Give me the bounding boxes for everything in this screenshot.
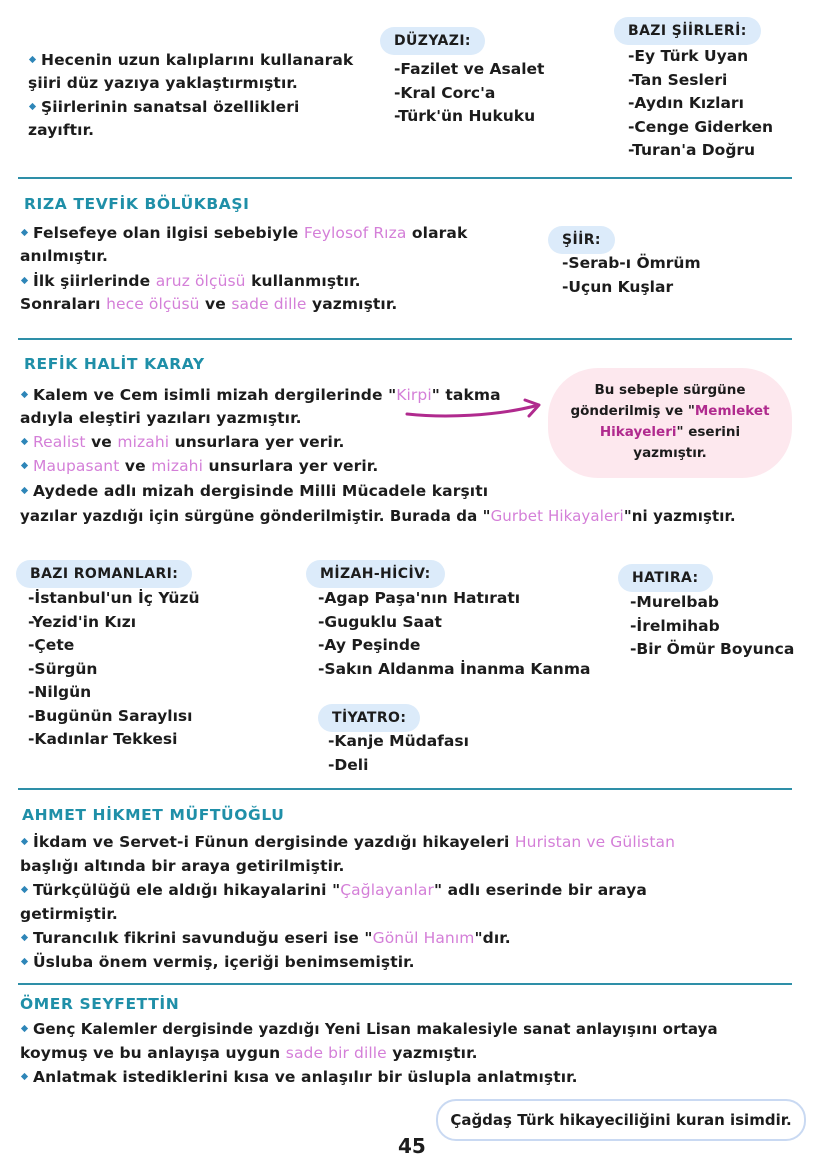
bullet-line: Maupasant ve mizahi unsurlara yer verir. <box>20 456 378 476</box>
section-divider <box>18 177 792 179</box>
list-item: -Ey Türk Uyan <box>628 47 749 65</box>
text-line: koymuş ve bu anlayışa uygun sade bir dille yazmıştır. <box>20 1044 478 1062</box>
bullet-icon <box>20 837 29 846</box>
list-item: -İrelmihab <box>630 616 720 635</box>
bullet-line: Üsluba önem vermiş, içeriği benimsemiştir. <box>20 952 415 972</box>
bullet-icon <box>20 1072 29 1081</box>
text-line: başlığı altında bir araya getirilmiştir. <box>20 857 345 875</box>
arrow-icon <box>405 398 545 422</box>
bullet-line: Genç Kalemler dergisinde yazdığı Yeni Lisan makalesiyle sanat anlayışını ortaya <box>20 1019 718 1039</box>
bullet-line: Kalem ve Cem isimli mizah dergilerinde "Kirpi" takma <box>20 385 501 405</box>
list-item: -Kral Corc'a <box>394 83 496 102</box>
tiyatro-list <box>328 730 469 777</box>
list-item: -Sürgün <box>28 659 98 678</box>
romanlari-title: BAZI ROMANLARI: <box>16 560 192 588</box>
mizah-list <box>318 587 590 681</box>
text-line: zayıftır. <box>28 121 95 139</box>
list-item: -Cenge Giderken <box>628 117 774 136</box>
siirleri-title: BAZI ŞİİRLERİ: <box>614 17 761 45</box>
section-divider <box>18 788 792 790</box>
list-item: -Agap Paşa'nın Hatıratı <box>318 589 521 607</box>
bullet-icon <box>20 486 29 495</box>
bullet-icon <box>20 276 29 285</box>
text-line: adıyla eleştiri yazıları yazmıştır. <box>20 409 302 427</box>
list-item: -Sakın Aldanma İnanma Kanma <box>318 659 591 678</box>
mizah-title: MİZAH-HİCİV: <box>306 560 445 588</box>
section-heading: AHMET HİKMET MÜFTÜOĞLU <box>22 806 285 824</box>
section-divider <box>18 983 792 985</box>
bullet-line: Realist ve mizahi unsurlara yer verir. <box>20 432 344 452</box>
callout-note: Bu sebeple sürgüne gönderilmiş ve "Memleket Hikayeleri" eserini yazmıştır. <box>548 368 792 478</box>
list-item: -Tan Sesleri <box>628 70 728 89</box>
list-item: -Bugünün Saraylısı <box>28 706 193 725</box>
list-item: -Guguklu Saat <box>318 612 442 631</box>
list-item: -Kadınlar Tekkesi <box>28 730 178 748</box>
page-number: 45 <box>398 1134 426 1158</box>
bullet-icon <box>20 933 29 942</box>
text-line: getirmiştir. <box>20 905 118 923</box>
list-item: -Deli <box>328 755 369 774</box>
bullet-line: Turancılık fikrini savunduğu eseri ise "Gönül Hanım"dır. <box>20 928 511 948</box>
bullet-icon <box>20 885 29 894</box>
bullet-icon <box>20 390 29 399</box>
hatira-list <box>630 591 794 662</box>
bullet-line: Felsefeye olan ilgisi sebebiyle Feylosof Rıza olarak <box>20 223 467 243</box>
text-line: anılmıştır. <box>20 247 108 265</box>
bullet-line: Türkçülüğü ele aldığı hikayalarini "Çağlayanlar" adlı eserinde bir araya <box>20 880 647 900</box>
bullet-icon <box>20 957 29 966</box>
romanlari-list <box>28 587 200 752</box>
bullet-line: İlk şiirlerinde aruz ölçüsü kullanmıştır. <box>20 271 361 291</box>
bullet-line: Anlatmak istediklerini kısa ve anlaşılır bir üslupla anlatmıştır. <box>20 1067 578 1087</box>
list-item: -Fazilet ve Asalet <box>394 60 545 78</box>
siir-list <box>562 252 701 299</box>
section-divider <box>18 338 792 340</box>
siirleri-list <box>628 45 773 163</box>
list-item: -İstanbul'un İç Yüzü <box>28 589 200 607</box>
list-item: -Uçun Kuşlar <box>562 277 674 296</box>
bullet-icon <box>20 1024 29 1033</box>
tiyatro-title: TİYATRO: <box>318 704 420 732</box>
bullet-icon <box>28 55 37 64</box>
siir-title: ŞİİR: <box>548 226 615 254</box>
list-item: -Turan'a Doğru <box>628 141 756 159</box>
list-item: -Ay Peşinde <box>318 636 421 654</box>
bullet-line: Aydede adlı mizah dergisinde Milli Mücadele karşıtı <box>20 481 488 501</box>
list-item: -Murelbab <box>630 593 720 611</box>
text-line: Sonraları hece ölçüsü ve sade dille yazmıştır. <box>20 295 398 313</box>
list-item: -Nilgün <box>28 683 92 701</box>
list-item: -Çete <box>28 636 75 654</box>
list-item: -Yezid'in Kızı <box>28 612 137 631</box>
bullet-line: İkdam ve Servet-i Fünun dergisinde yazdığı hikayeleri Huristan ve Gülistan <box>20 832 675 852</box>
list-item: -Bir Ömür Boyunca <box>630 640 795 658</box>
list-item: -Serab-ı Ömrüm <box>562 254 701 272</box>
bullet-line: Hecenin uzun kalıplarını kullanarak <box>28 50 353 70</box>
section-heading: ÖMER SEYFETTİN <box>20 995 180 1013</box>
bullet-icon <box>20 437 29 446</box>
bullet-line: Şiirlerinin sanatsal özellikleri <box>28 97 299 117</box>
list-item: -Aydın Kızları <box>628 94 744 112</box>
bullet-icon <box>20 228 29 237</box>
section-heading: RIZA TEVFİK BÖLÜKBAŞI <box>24 195 250 213</box>
duzyazi-title: DÜZYAZI: <box>380 27 485 55</box>
text-line: yazılar yazdığı için sürgüne gönderilmiştir. Burada da "Gurbet Hikayaleri"ni yazmıştır. <box>20 507 736 525</box>
hatira-title: HATIRA: <box>618 564 713 592</box>
bullet-icon <box>28 102 37 111</box>
duzyazi-list <box>394 58 544 129</box>
text-line: şiiri düz yazıya yaklaştırmıştır. <box>28 74 298 92</box>
bullet-icon <box>20 461 29 470</box>
list-item: -Türk'ün Hukuku <box>394 107 536 125</box>
list-item: -Kanje Müdafası <box>328 732 469 750</box>
section-heading: REFİK HALİT KARAY <box>24 355 205 373</box>
summary-note: Çağdaş Türk hikayeciliğini kuran isimdir. <box>436 1099 806 1141</box>
